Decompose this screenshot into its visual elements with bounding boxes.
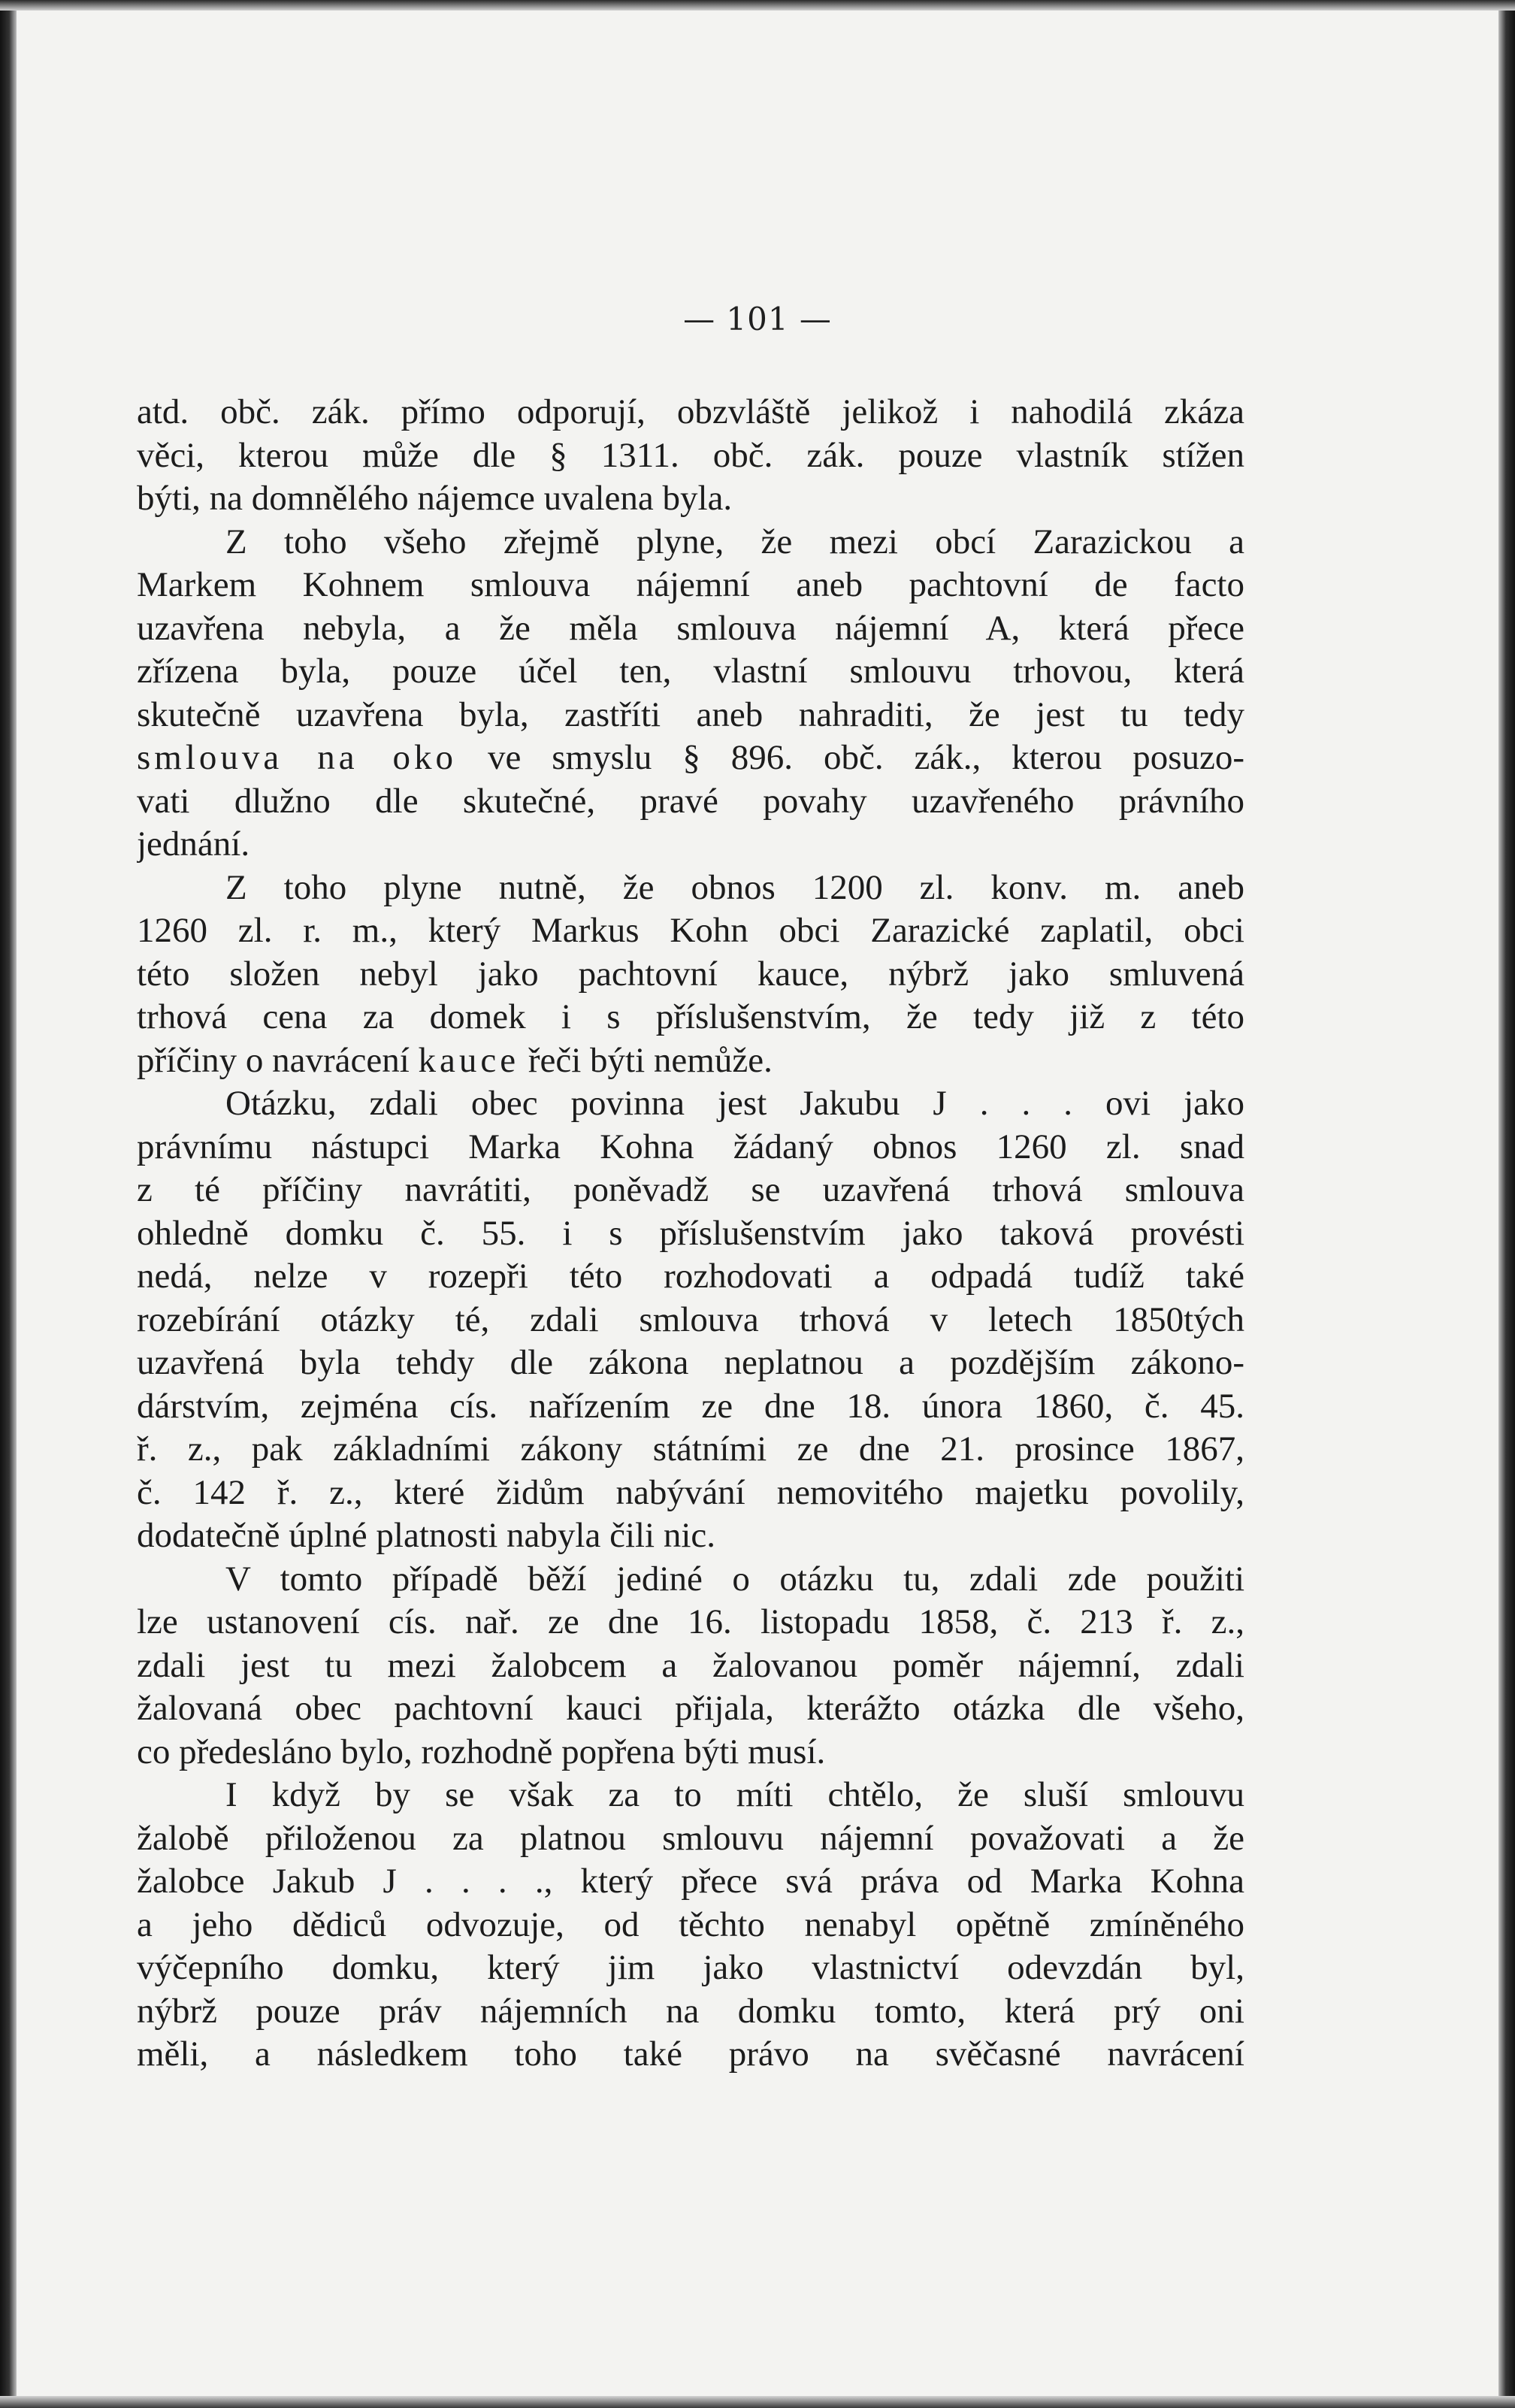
- page-number: — 101 —: [683, 301, 832, 337]
- text-fragment: příčiny o navrácení: [137, 1040, 410, 1080]
- text-line: jednání.: [137, 824, 250, 864]
- text-line: žalobě přiloženou za platnou smlouvu nájemní považovati a že: [137, 1818, 1244, 1858]
- text-line: atd. obč. zák. přímo odporují, obzvláště jelikož i nahodilá zkáza: [137, 392, 1244, 431]
- text-line: trhová cena za domek i s příslušenstvím, že tedy již z této: [137, 997, 1244, 1036]
- text-line: č. 142 ř. z., které židům nabývání nemovitého majetku povolily,: [137, 1472, 1244, 1512]
- text-line: právnímu nástupci Marka Kohna žádaný obnos 1260 zl. snad: [137, 1127, 1244, 1166]
- text-line: skutečně uzavřena byla, zastříti aneb nahraditi, že jest tu tedy: [137, 694, 1244, 734]
- scan-edge-top: [0, 0, 1515, 11]
- text-line: zřízena byla, pouze účel ten, vlastní smlouvu trhovou, která: [137, 652, 1244, 691]
- text-line: dárstvím, zejména cís. nařízením ze dne 18. února 1860, č. 45.: [137, 1386, 1244, 1426]
- text-line: měli, a následkem toho také právo na svěčasné navrácení: [137, 2034, 1244, 2074]
- scan-edge-bottom: [0, 2396, 1515, 2408]
- text-line: žalobce Jakub J . . . ., který přece svá práva od Marka Kohna: [137, 1862, 1244, 1901]
- scan-edge-left: [0, 0, 17, 2408]
- body-text: [137, 391, 1244, 2077]
- emphasis-spaced: kauce: [418, 1040, 520, 1080]
- text-line: býti, na domnělého nájemce uvalena byla.: [137, 479, 733, 518]
- text-line: a jeho dědiců odvozuje, od těchto nenabyl opětně zmíněného: [137, 1904, 1244, 1944]
- text-line: ohledně domku č. 55. i s příslušenstvím jako taková provésti: [137, 1213, 1244, 1253]
- text-line: dodatečně úplné platnosti nabyla čili nic.: [137, 1516, 716, 1555]
- emphasis-spaced: smlouva na oko: [137, 738, 457, 777]
- text-line: Z toho plyne nutně, že obnos 1200 zl. konv. m. aneb: [225, 867, 1244, 907]
- text-line: Markem Kohnem smlouva nájemní aneb pachtovní de facto: [137, 565, 1244, 604]
- text-line: uzavřena nebyla, a že měla smlouva nájemní A, která přece: [137, 608, 1244, 648]
- text-line: Z toho všeho zřejmě plyne, že mezi obcí Zarazickou a: [225, 522, 1244, 561]
- text-line: nedá, nelze v rozepři této rozhodovati a odpadá tudíž také: [137, 1257, 1244, 1296]
- text-line-mixed: [137, 737, 1244, 780]
- text-line: této složen nebyl jako pachtovní kauce, nýbrž jako smluvená: [137, 954, 1244, 994]
- text-line: Otázku, zdali obec povinna jest Jakubu J . . . ovi jako: [225, 1084, 1244, 1123]
- text-line: I když by se však za to míti chtělo, že sluší smlouvu: [225, 1775, 1244, 1814]
- text-line: vati dlužno dle skutečné, pravé povahy uzavřeného právního: [137, 781, 1244, 821]
- text-line: zdali jest tu mezi žalobcem a žalovanou poměr nájemní, zdali: [137, 1645, 1244, 1685]
- text-fragment: řeči býti nemůže.: [528, 1040, 773, 1080]
- text-line: co předesláno bylo, rozhodně popřena býti musí.: [137, 1732, 826, 1771]
- text-line: ř. z., pak základními zákony státními ze dne 21. prosince 1867,: [137, 1429, 1244, 1469]
- text-line: žalovaná obec pachtovní kauci přijala, kterážto otázka dle všeho,: [137, 1689, 1244, 1728]
- text-line: z té příčiny navrátiti, poněvadž se uzavřená trhová smlouva: [137, 1170, 1244, 1209]
- text-line: věci, kterou může dle § 1311. obč. zák. pouze vlastník stížen: [137, 435, 1244, 475]
- text-line: výčepního domku, který jim jako vlastnictví odevzdán byl,: [137, 1948, 1244, 1987]
- text-line-mixed: [137, 1039, 1244, 1083]
- text-line: 1260 zl. r. m., který Markus Kohn obci Zarazické zaplatil, obci: [137, 911, 1244, 950]
- text-line: uzavřená byla tehdy dle zákona neplatnou a pozdějším zákono-: [137, 1343, 1244, 1382]
- text-line: lze ustanovení cís. nař. ze dne 16. listopadu 1858, č. 213 ř. z.,: [137, 1602, 1244, 1641]
- text-fragment: ve smyslu § 896. obč. zák., kterou posuzo-: [487, 738, 1244, 777]
- text-line: nýbrž pouze práv nájemních na domku tomto, která prý oni: [137, 1991, 1244, 2031]
- text-line: V tomto případě běží jediné o otázku tu, zdali zde použiti: [225, 1559, 1244, 1599]
- scan-edge-right: [1498, 0, 1515, 2408]
- text-line: rozebírání otázky té, zdali smlouva trhová v letech 1850tých: [137, 1299, 1244, 1339]
